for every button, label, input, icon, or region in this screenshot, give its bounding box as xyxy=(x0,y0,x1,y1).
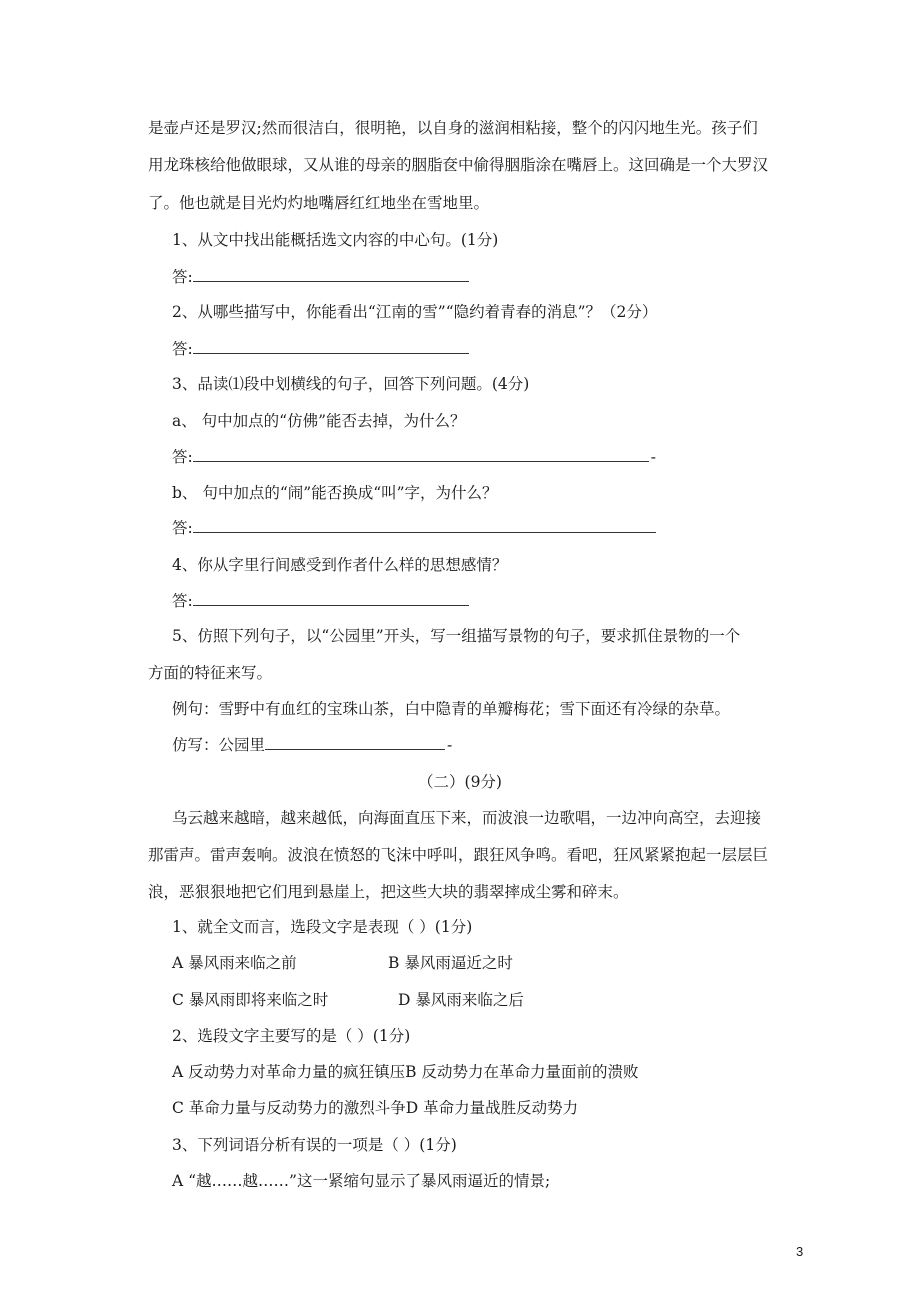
answer-blank[interactable] xyxy=(193,339,469,354)
answer-line-3a xyxy=(172,447,656,467)
paragraph-line: 乌云越来越暗，越来越低，向海面直压下来，而波浪一边歌唱，一边冲向高空，去迎接 xyxy=(172,809,762,827)
question-2: 2、从哪些描写中，你能看出“江南的雪”“隐约着青春的消息”？（2分） xyxy=(172,303,658,321)
answer-label: 答: xyxy=(172,519,193,537)
answer-line-1 xyxy=(172,267,469,287)
answer-blank[interactable] xyxy=(193,518,656,533)
paragraph-line: 浪，恶狠狠地把它们甩到悬崖上，把这些大块的翡翠摔成尘雾和碎末。 xyxy=(148,883,629,901)
option-c[interactable]: C 暴风雨即将来临之时 xyxy=(172,991,329,1009)
answer-blank[interactable] xyxy=(193,447,649,462)
option-a[interactable]: A “越……越……”这一紧缩句显示了暴风雨逼近的情景; xyxy=(172,1172,551,1190)
option-d[interactable]: D 暴风雨来临之后 xyxy=(398,991,524,1009)
answer-line-2 xyxy=(172,339,469,359)
imitation-label: 仿写：公园里 xyxy=(172,736,266,754)
imitation-blank[interactable] xyxy=(265,735,445,750)
paragraph-line: 了。他也就是目光灼灼地嘴唇红红地坐在雪地里。 xyxy=(148,194,490,212)
answer-blank[interactable] xyxy=(193,267,469,282)
question-5-cont: 方面的特征来写。 xyxy=(148,664,273,682)
trailing-dash: - xyxy=(650,448,656,466)
question-3: 3、品读⑴段中划横线的句子，回答下列问题。(4分) xyxy=(172,375,530,393)
paragraph-line: 那雷声。雷声轰响。波浪在愤怒的飞沫中呼叫，跟狂风争鸣。看吧，狂风紧紧抱起一层层巨 xyxy=(148,846,769,864)
trailing-dash: - xyxy=(447,736,453,754)
mc-options-row[interactable]: C 革命力量与反动势力的激烈斗争D 革命力量战胜反动势力 xyxy=(172,1099,579,1117)
answer-label: 答: xyxy=(172,448,193,466)
answer-blank[interactable] xyxy=(193,591,469,606)
answer-label: 答: xyxy=(172,340,193,358)
answer-label: 答: xyxy=(172,592,193,610)
answer-line-3b xyxy=(172,518,656,538)
paragraph-line: 用龙珠核给他做眼球，又从谁的母亲的胭脂奁中偷得胭脂涂在嘴唇上。这回确是一个大罗汉 xyxy=(148,156,769,174)
example-sentence: 例句：雪野中有血红的宝珠山茶，白中隐青的单瓣梅花；雪下面还有冷绿的杂草。 xyxy=(172,700,731,718)
imitation-line xyxy=(172,735,452,755)
mc-question-2: 2、选段文字主要写的是（ ）(1分) xyxy=(172,1027,411,1045)
mc-options-row[interactable]: A 反动势力对革命力量的疯狂镇压B 反动势力在革命力量面前的溃败 xyxy=(172,1063,639,1081)
mc-options-row xyxy=(172,990,524,1010)
option-a[interactable]: A 暴风雨来临之前 xyxy=(172,954,297,972)
question-3b: b、 句中加点的“闹”能否换成“叫”字，为什么？ xyxy=(172,484,498,502)
paragraph-line: 是壶卢还是罗汉;然而很洁白，很明艳，以自身的滋润相粘接，整个的闪闪地生光。孩子们 xyxy=(148,119,758,137)
question-4: 4、你从字里行间感受到作者什么样的思想感情？ xyxy=(172,556,508,574)
answer-label: 答: xyxy=(172,268,193,286)
question-5: 5、仿照下列句子，以“公园里”开头，写一组描写景物的句子，要求抓住景物的一个 xyxy=(172,627,741,645)
section-heading: （二）(9分) xyxy=(418,773,502,791)
option-b[interactable]: B 暴风雨逼近之时 xyxy=(388,954,513,972)
mc-question-1: 1、就全文而言，选段文字是表现（ ）(1分) xyxy=(172,918,473,936)
question-3a: a、 句中加点的“仿佛”能否去掉，为什么？ xyxy=(172,412,466,430)
page-number: 3 xyxy=(796,1244,804,1259)
answer-line-4 xyxy=(172,591,469,611)
question-1: 1、从文中找出能概括选文内容的中心句。(1分) xyxy=(172,231,499,249)
mc-question-3: 3、下列词语分析有误的一项是（ ）(1分) xyxy=(172,1136,457,1154)
mc-options-row xyxy=(172,953,513,973)
